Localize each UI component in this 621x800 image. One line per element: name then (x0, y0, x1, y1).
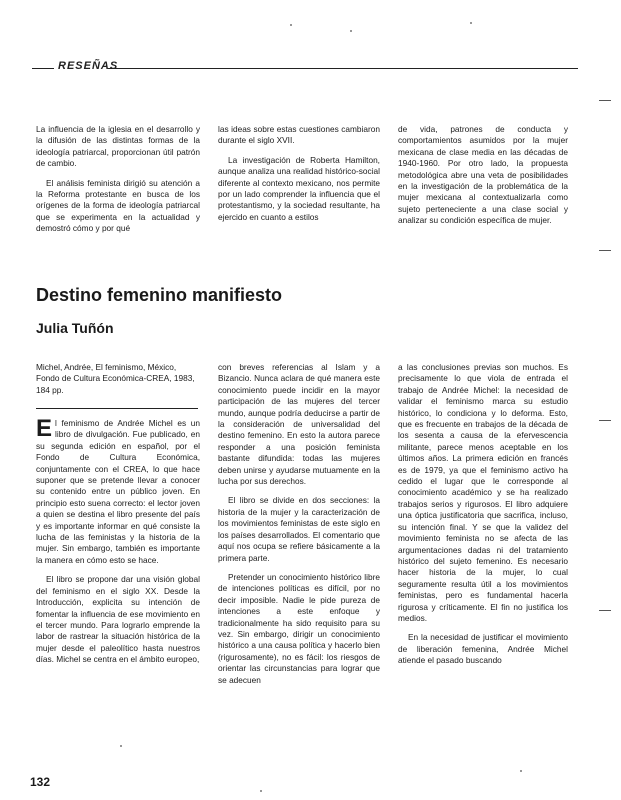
opening-text: l feminismo de Andrée Michel es un libro de divulgación. Fue publicado, en su segunda edición en español, por el Fondo de Cultura Económica, conjuntamente con el CREA, lo que hace suponer que se pretende llevar a conocer su contenido entre un público joven. En principio esto suena correcto: el lector joven a quien se destina el libro presente del país y es importante informar en qué consiste la lucha de las feministas y la historia de la mujer. Sin embargo, también es importante la manera en cómo esto se hace. (36, 418, 200, 565)
paragraph: Pretender un conocimiento histórico libre de intenciones políticas es difícil, por no decir imposible. Nadie le pide pureza de intenciones a este enfoque y tradicionalmente ha sido requisito para su vez. Sin embargo, dirigir un conocimiento histórico a una causa política y hacerlo bien (rigurosamente), no es fácil: los riesgos de orientar las circunstancias para lograr que se adecuen (218, 571, 380, 685)
opening-paragraph (36, 415, 200, 566)
paragraph: a las conclusiones previas son muchos. Es precisamente lo que viola de entrada el trabajo de Andrée Michel: la necesidad de validar el feminismo marca su estudio histórico, lo condiciona y lo deforma. Esto, que es frecuente en trabajos de la década de los sesenta a causa de la efervescencia militante, parece menos aceptable en los últimos años. La primera edición en francés es de 1979, ya que el feminismo activo ha cedido el lugar que le corresponde al conocimiento académico y se ha realizado trabajos serios y rigurosos. El libro adquiere una óptica justificatoria que sacrifica, incluso, su intención final. Y se que la validez del movimiento feminista no se afecta de las argumentaciones dadas ni del tratamiento histórico del sujeto femenino. Es necesario hacer historia de la mujer, lo cual seguramente resulta útil a los movimientos feministas, pero es fundamental hacerla rigurosa y críticamente. El fin no justifica los medios. (398, 362, 568, 623)
body-column-1 (36, 415, 200, 674)
scan-speck (520, 770, 522, 772)
body-column-2 (218, 362, 380, 694)
paragraph: En la necesidad de justificar el movimiento de liberación femenina, Andrée Michel atiende el pasado buscando (398, 632, 568, 666)
header-rule (108, 68, 578, 69)
body-column-3 (398, 362, 568, 675)
top-column-1 (36, 124, 200, 243)
page-number: 132 (30, 775, 51, 789)
scan-speck (260, 790, 262, 792)
header-rule-left (32, 68, 54, 69)
top-column-2 (218, 124, 380, 231)
scan-speck (120, 745, 122, 747)
scan-mark (599, 610, 611, 611)
scan-mark (599, 250, 611, 251)
paragraph: las ideas sobre estas cuestiones cambiaron durante el siglo XVII. (218, 124, 380, 146)
paragraph: El libro se propone dar una visión global del feminismo en el siglo XX. Desde la Introducción, explicita su intención de fomentar la influencia de ese movimiento en el tercer mundo. Para lograrlo emprende la labor de rastrear la situación histórica de la mujer desde el paleolítico hasta nuestros días. Michel se centra en el ámbito europeo, (36, 574, 200, 665)
article-title: Destino femenino manifiesto (36, 285, 283, 305)
scan-speck (470, 22, 472, 24)
article-author: Julia Tuñón (36, 320, 114, 336)
paragraph: La investigación de Roberta Hamilton, aunque analiza una realidad histórico-social diferente al contexto mexicano, nos permite por un lado comprender la influencia que el protestantismo, y la sociedad resultante, ha ejercido en cuanto a estilos (218, 154, 380, 222)
paragraph: con breves referencias al Islam y a Bizancio. Nunca aclara de qué manera este conocimiento puede incidir en la mayor participación de las mujeres del tercer mundo, aunque podría deducirse a partir de la consideración de universalidad del destino femenino. En esto la autora parece responder a una posición feminista bastante difundida: todas las mujeres deben unirse y ayudarse mutuamente en la lucha por sus derechos. (218, 362, 380, 487)
scan-edge-marks (591, 90, 611, 730)
reference-rule (36, 408, 198, 409)
paragraph: El análisis feminista dirigió su atención a la Reforma protestante en busca de los orígenes de la forma de ideología patriarcal que se experimenta en la actualidad y demostró cómo y por qué (36, 177, 200, 234)
drop-cap: E (36, 415, 53, 442)
scan-speck (350, 30, 352, 32)
book-reference: Michel, Andrée, El feminismo, México, Fondo de Cultura Económica-CREA, 1983, 184 pp. (36, 362, 195, 395)
scan-mark (599, 100, 611, 101)
paragraph: El libro se divide en dos secciones: la historia de la mujer y la caracterización de los movimientos feministas de este siglo en los países desarrollados. El comentario que aquí nos ocupa se refiere básicamente a la primera parte. (218, 495, 380, 563)
scan-speck (290, 24, 292, 26)
paragraph: La influencia de la iglesia en el desarrollo y la difusión de las distintas formas de la ideología patriarcal, proporcionan útil patrón de cambio. (36, 124, 200, 169)
top-column-3 (398, 124, 568, 235)
section-label: RESEÑAS (58, 60, 119, 72)
scan-mark (599, 420, 611, 421)
paragraph: de vida, patrones de conducta y comportamientos asumidos por la mujer mexicana de clase media en las décadas de 1940-1960. Por otro lado, la propuesta metodológica abre una veta de posibilidades en la investigación de la problemática de la mujer mexicana al contextualizarla como sujeto perteneciente a una clase social y analizar su condición específica de mujer. (398, 124, 568, 226)
